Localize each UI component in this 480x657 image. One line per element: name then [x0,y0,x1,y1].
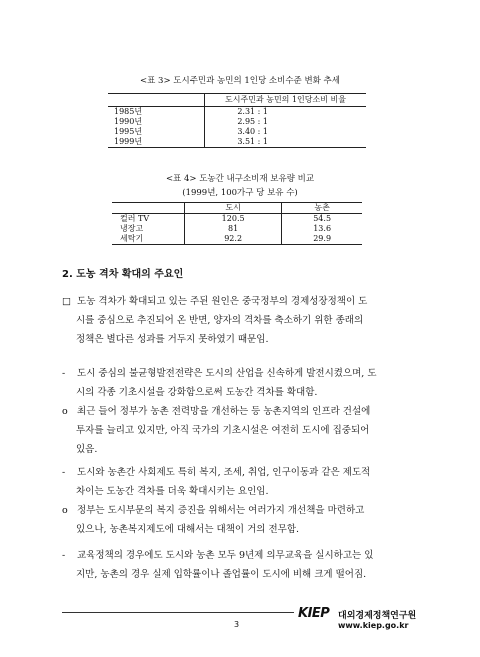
table4-city: 81 [185,224,282,234]
paragraph-line: 교육정책의 경우에도 도시와 농촌 모두 9년제 의무교육을 실시하고는 있 [77,550,374,561]
paragraph-line: 도농 격차가 확대되고 있는 주된 원인은 중국정부의 경제성장정책이 도 [77,296,368,307]
paragraph-5 [62,501,424,539]
paragraph-line: 있음. [76,444,98,455]
paragraph-line: 차이는 도농간 격차를 더욱 확대시키는 요인임. [76,486,269,497]
kiep-logo: KIEP [298,606,330,621]
table-row [108,117,366,127]
table3-ratio: 3.40 : 1 [205,127,367,137]
table3-header: 도시주민과 농민의 1인당소비 비율 [205,94,367,107]
circle-bullet: o [62,406,68,417]
dash-bullet: - [62,368,66,379]
paragraph-2 [62,364,424,402]
circle-bullet: o [62,505,68,516]
paragraph-line: 도시와 농촌간 사회제도 특히 복지, 조세, 취업, 인구이동과 같은 제도적 [77,467,371,478]
table4-col-city: 도시 [185,203,282,214]
paragraph-6 [62,546,424,584]
paragraph-line: 있으나, 농촌복지제도에 대해서는 대책이 거의 전무함. [76,524,300,535]
paragraph-line: 투자를 늘리고 있지만, 아직 국가의 기초시설은 여전히 도시에 집중되어 [76,425,370,436]
paragraph-4 [62,463,424,501]
table4-item: 냉장고 [120,224,144,233]
paragraph-line: 시의 각종 기초시설을 강화함으로써 도농간 격차를 확대함. [76,387,318,398]
table3-ratio: 3.51 : 1 [205,137,367,148]
paragraph-3 [62,402,424,459]
square-bullet-icon: □ [62,296,71,307]
table4-item: 세탁기 [120,234,144,243]
table-row [108,107,366,118]
table3-ratio: 2.95 : 1 [205,117,367,127]
table3-ratio: 2.31 : 1 [205,107,367,118]
org-url: www.kiep.go.kr [338,621,409,630]
dash-bullet: - [62,550,66,561]
page-number: 3 [234,620,240,629]
table3-header-row [108,94,366,107]
table-row [112,234,362,245]
table4-rural: 54.5 [282,214,362,225]
table4-subcaption: (1999년, 100가구 당 보유 수) [182,188,298,198]
footer-divider [62,612,294,613]
table-row [112,224,362,234]
table4-col-rural: 농촌 [282,203,362,214]
table4-item: 컬러 TV [120,214,150,223]
paragraph-line: 정부는 도시부문의 복지 증진을 위해서는 여러가지 개선책을 마련하고 [77,505,365,516]
table3-year: 1995년 [114,127,143,136]
table3-year: 1990년 [114,117,143,126]
paragraph-line: 정책은 별다른 성과를 거두지 못하였기 때문임. [76,334,269,345]
table3-year: 1985년 [114,107,143,116]
table-row [112,214,362,225]
paragraph-line: 도시 중심의 불균형발전전략은 도시의 산업을 신속하게 발전시켰으며, 도 [77,368,377,379]
dash-bullet: - [62,467,66,478]
org-name: 대외경제정책연구원 [338,611,417,621]
paragraph-line: 시를 중심으로 추진되어 온 반면, 양자의 격차를 축소하기 위한 종래의 [76,315,364,326]
table-row [108,137,366,148]
table4 [112,202,362,245]
table4-caption: <표 4> 도농간 내구소비재 보유량 비교 [165,174,315,184]
table4-rural: 29.9 [282,234,362,245]
section-heading: 2. 도농 격차 확대의 주요인 [62,269,184,280]
paragraph-line: 최근 들어 정부가 농촌 전력망을 개선하는 등 농촌지역의 인프라 건설에 [77,406,371,417]
table4-rural: 13.6 [282,224,362,234]
table4-city: 92.2 [185,234,282,245]
table3-caption: <표 3> 도시주민과 농민의 1인당 소비수준 변화 추세 [140,76,340,86]
table-row [108,127,366,137]
table4-city: 120.5 [185,214,282,225]
paragraph-line: 지만, 농촌의 경우 실제 입학률이나 졸업률이 도시에 비해 크게 떨어짐. [76,569,367,580]
table4-header-row [112,203,362,214]
table3 [108,93,366,148]
table3-year: 1999년 [114,137,143,146]
paragraph-1 [62,292,424,349]
